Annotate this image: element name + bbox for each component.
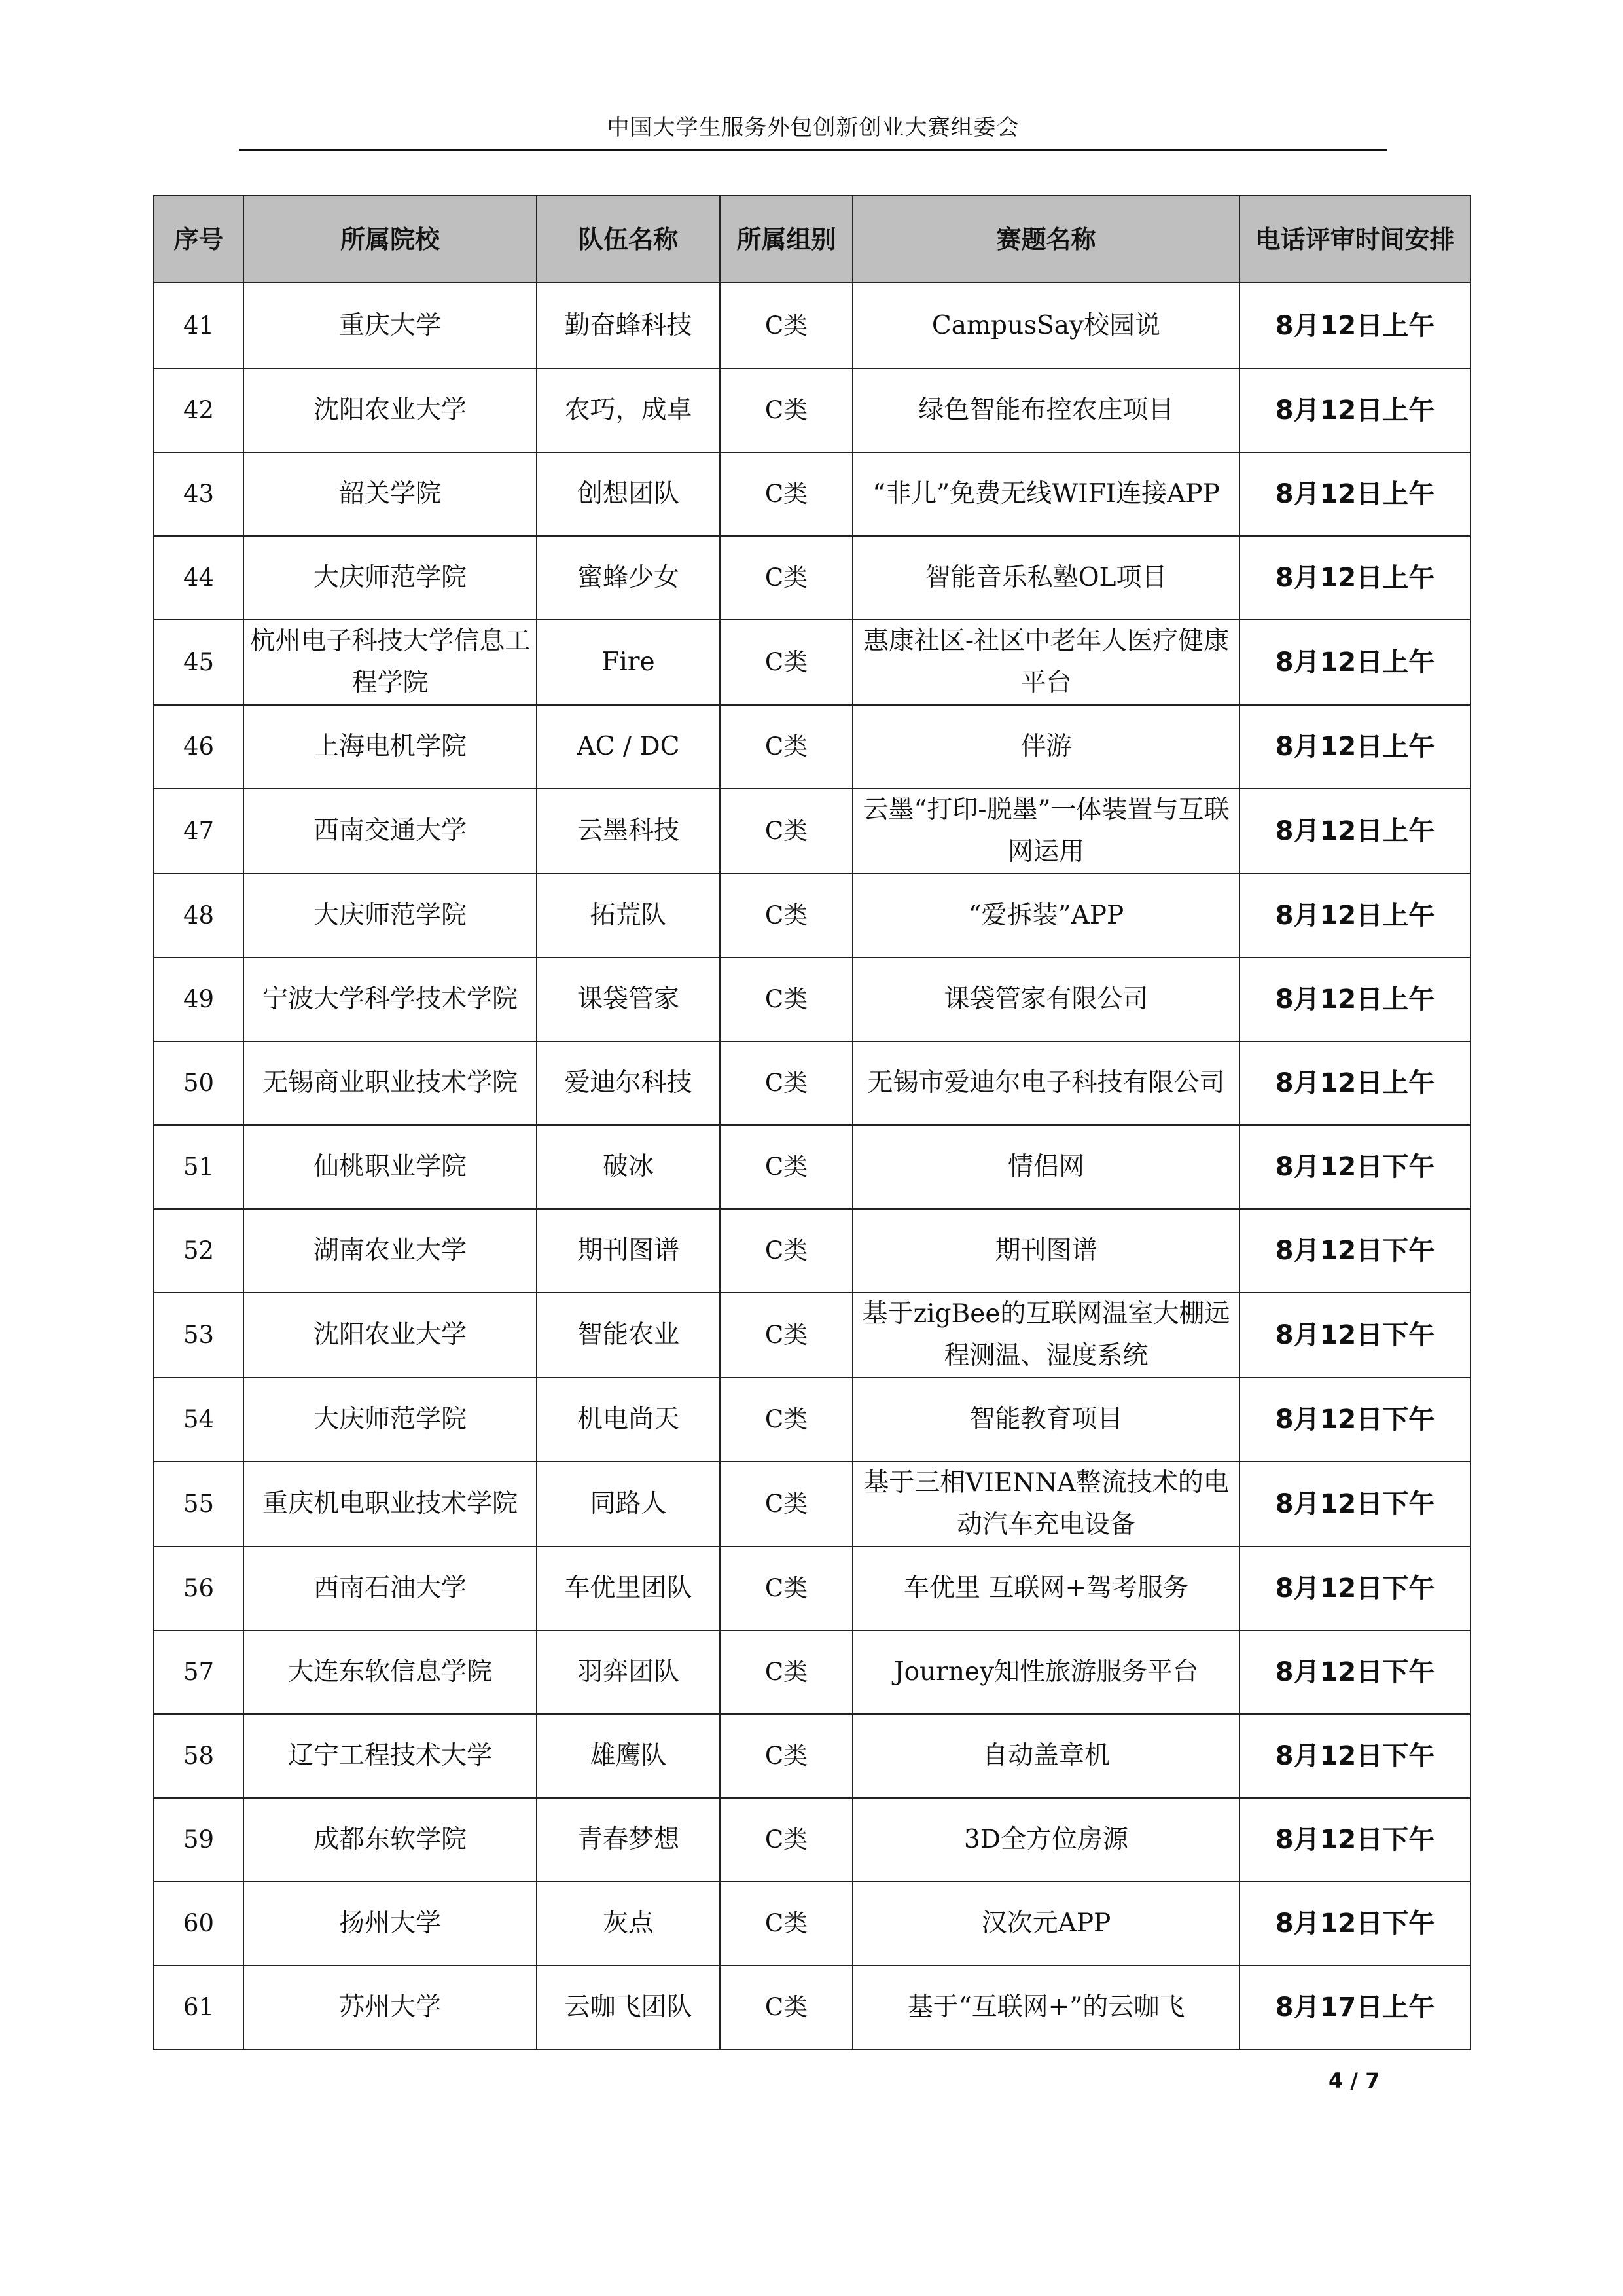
cell-seq: 52 xyxy=(154,1209,243,1293)
cell-seq: 46 xyxy=(154,705,243,789)
cell-group: C类 xyxy=(720,1714,853,1798)
cell-group: C类 xyxy=(720,1798,853,1882)
cell-time: 8月12日上午 xyxy=(1240,368,1471,452)
cell-group: C类 xyxy=(720,1630,853,1714)
cell-team: 爱迪尔科技 xyxy=(537,1041,720,1125)
table-row xyxy=(154,1125,1471,1209)
cell-topic: 基于“互联网+”的云咖飞 xyxy=(853,1965,1240,2049)
table-row xyxy=(154,874,1471,958)
cell-school: 西南交通大学 xyxy=(243,789,537,874)
cell-team: 机电尚天 xyxy=(537,1378,720,1462)
col-header-group: 所属组别 xyxy=(720,196,853,283)
cell-group: C类 xyxy=(720,620,853,705)
cell-group: C类 xyxy=(720,958,853,1041)
cell-seq: 49 xyxy=(154,958,243,1041)
cell-group: C类 xyxy=(720,283,853,368)
cell-topic: 云墨“打印-脱墨”一体装置与互联网运用 xyxy=(853,789,1240,874)
cell-school: 杭州电子科技大学信息工程学院 xyxy=(243,620,537,705)
table-row xyxy=(154,1209,1471,1293)
cell-time: 8月12日上午 xyxy=(1240,958,1471,1041)
cell-time: 8月12日上午 xyxy=(1240,1041,1471,1125)
table-row xyxy=(154,536,1471,620)
cell-school: 沈阳农业大学 xyxy=(243,1293,537,1378)
table-row xyxy=(154,1547,1471,1630)
table-row xyxy=(154,452,1471,536)
cell-seq: 59 xyxy=(154,1798,243,1882)
cell-team: 破冰 xyxy=(537,1125,720,1209)
table-row xyxy=(154,789,1471,874)
cell-group: C类 xyxy=(720,1125,853,1209)
cell-school: 大庆师范学院 xyxy=(243,874,537,958)
cell-team: 云咖飞团队 xyxy=(537,1965,720,2049)
cell-time: 8月12日下午 xyxy=(1240,1714,1471,1798)
table-row xyxy=(154,1041,1471,1125)
cell-team: 农巧，成卓 xyxy=(537,368,720,452)
cell-seq: 57 xyxy=(154,1630,243,1714)
cell-seq: 43 xyxy=(154,452,243,536)
table-row xyxy=(154,620,1471,705)
cell-school: 扬州大学 xyxy=(243,1882,537,1965)
table-row xyxy=(154,1714,1471,1798)
cell-school: 宁波大学科学技术学院 xyxy=(243,958,537,1041)
table-row xyxy=(154,1462,1471,1547)
cell-team: AC / DC xyxy=(537,705,720,789)
schedule-table xyxy=(153,195,1471,2050)
cell-team: 灰点 xyxy=(537,1882,720,1965)
cell-group: C类 xyxy=(720,1293,853,1378)
table-row xyxy=(154,705,1471,789)
cell-topic: “爱拆装”APP xyxy=(853,874,1240,958)
cell-topic: 3D全方位房源 xyxy=(853,1798,1240,1882)
cell-school: 韶关学院 xyxy=(243,452,537,536)
cell-school: 沈阳农业大学 xyxy=(243,368,537,452)
cell-time: 8月12日下午 xyxy=(1240,1125,1471,1209)
cell-topic: Journey知性旅游服务平台 xyxy=(853,1630,1240,1714)
cell-seq: 60 xyxy=(154,1882,243,1965)
cell-time: 8月12日上午 xyxy=(1240,705,1471,789)
cell-team: 创想团队 xyxy=(537,452,720,536)
cell-time: 8月12日上午 xyxy=(1240,874,1471,958)
cell-team: 羽弈团队 xyxy=(537,1630,720,1714)
cell-team: 勤奋蜂科技 xyxy=(537,283,720,368)
col-header-team: 队伍名称 xyxy=(537,196,720,283)
table-row xyxy=(154,283,1471,368)
cell-time: 8月17日上午 xyxy=(1240,1965,1471,2049)
cell-topic: CampusSay校园说 xyxy=(853,283,1240,368)
cell-time: 8月12日下午 xyxy=(1240,1547,1471,1630)
cell-group: C类 xyxy=(720,1378,853,1462)
cell-school: 大连东软信息学院 xyxy=(243,1630,537,1714)
cell-school: 湖南农业大学 xyxy=(243,1209,537,1293)
cell-topic: 智能音乐私塾OL项目 xyxy=(853,536,1240,620)
cell-time: 8月12日下午 xyxy=(1240,1378,1471,1462)
cell-topic: 基于zigBee的互联网温室大棚远程测温、湿度系统 xyxy=(853,1293,1240,1378)
cell-group: C类 xyxy=(720,1462,853,1547)
cell-topic: 惠康社区-社区中老年人医疗健康平台 xyxy=(853,620,1240,705)
cell-time: 8月12日下午 xyxy=(1240,1798,1471,1882)
cell-topic: “非儿”免费无线WIFI连接APP xyxy=(853,452,1240,536)
cell-topic: 汉次元APP xyxy=(853,1882,1240,1965)
cell-group: C类 xyxy=(720,705,853,789)
cell-team: 智能农业 xyxy=(537,1293,720,1378)
col-header-seq: 序号 xyxy=(154,196,243,283)
cell-seq: 54 xyxy=(154,1378,243,1462)
cell-time: 8月12日上午 xyxy=(1240,536,1471,620)
cell-team: 青春梦想 xyxy=(537,1798,720,1882)
cell-seq: 56 xyxy=(154,1547,243,1630)
cell-school: 无锡商业职业技术学院 xyxy=(243,1041,537,1125)
cell-group: C类 xyxy=(720,1547,853,1630)
cell-school: 仙桃职业学院 xyxy=(243,1125,537,1209)
table-row xyxy=(154,1293,1471,1378)
cell-time: 8月12日上午 xyxy=(1240,620,1471,705)
cell-school: 苏州大学 xyxy=(243,1965,537,2049)
cell-group: C类 xyxy=(720,1041,853,1125)
cell-topic: 基于三相VIENNA整流技术的电动汽车充电设备 xyxy=(853,1462,1240,1547)
cell-group: C类 xyxy=(720,1882,853,1965)
cell-team: 同路人 xyxy=(537,1462,720,1547)
header-divider xyxy=(239,149,1387,151)
cell-seq: 42 xyxy=(154,368,243,452)
cell-seq: 50 xyxy=(154,1041,243,1125)
cell-time: 8月12日下午 xyxy=(1240,1209,1471,1293)
cell-team: 车优里团队 xyxy=(537,1547,720,1630)
cell-time: 8月12日上午 xyxy=(1240,452,1471,536)
cell-time: 8月12日下午 xyxy=(1240,1293,1471,1378)
cell-team: 课袋管家 xyxy=(537,958,720,1041)
cell-seq: 47 xyxy=(154,789,243,874)
page-number: 4 / 7 xyxy=(1329,2068,1380,2093)
cell-seq: 61 xyxy=(154,1965,243,2049)
cell-school: 西南石油大学 xyxy=(243,1547,537,1630)
cell-seq: 41 xyxy=(154,283,243,368)
cell-topic: 情侣网 xyxy=(853,1125,1240,1209)
page-header-title: 中国大学生服务外包创新创业大赛组委会 xyxy=(607,115,1020,141)
col-header-topic: 赛题名称 xyxy=(853,196,1240,283)
cell-group: C类 xyxy=(720,368,853,452)
cell-group: C类 xyxy=(720,1209,853,1293)
cell-seq: 55 xyxy=(154,1462,243,1547)
cell-time: 8月12日上午 xyxy=(1240,283,1471,368)
cell-topic: 无锡市爱迪尔电子科技有限公司 xyxy=(853,1041,1240,1125)
cell-team: 拓荒队 xyxy=(537,874,720,958)
cell-seq: 44 xyxy=(154,536,243,620)
table-row xyxy=(154,1798,1471,1882)
cell-team: 蜜蜂少女 xyxy=(537,536,720,620)
cell-topic: 课袋管家有限公司 xyxy=(853,958,1240,1041)
cell-team: Fire xyxy=(537,620,720,705)
cell-seq: 48 xyxy=(154,874,243,958)
cell-seq: 51 xyxy=(154,1125,243,1209)
cell-time: 8月12日上午 xyxy=(1240,789,1471,874)
cell-school: 重庆大学 xyxy=(243,283,537,368)
cell-school: 成都东软学院 xyxy=(243,1798,537,1882)
cell-group: C类 xyxy=(720,536,853,620)
table-row xyxy=(154,368,1471,452)
table-row xyxy=(154,1965,1471,2049)
cell-seq: 58 xyxy=(154,1714,243,1798)
cell-topic: 绿色智能布控农庄项目 xyxy=(853,368,1240,452)
cell-team: 期刊图谱 xyxy=(537,1209,720,1293)
col-header-time: 电话评审时间安排 xyxy=(1240,196,1471,283)
cell-seq: 53 xyxy=(154,1293,243,1378)
table-row xyxy=(154,958,1471,1041)
cell-seq: 45 xyxy=(154,620,243,705)
cell-time: 8月12日下午 xyxy=(1240,1630,1471,1714)
cell-topic: 伴游 xyxy=(853,705,1240,789)
cell-group: C类 xyxy=(720,452,853,536)
cell-team: 雄鹰队 xyxy=(537,1714,720,1798)
cell-time: 8月12日下午 xyxy=(1240,1462,1471,1547)
cell-school: 辽宁工程技术大学 xyxy=(243,1714,537,1798)
cell-school: 重庆机电职业技术学院 xyxy=(243,1462,537,1547)
cell-group: C类 xyxy=(720,1965,853,2049)
table-header-row xyxy=(154,196,1471,283)
table-row xyxy=(154,1630,1471,1714)
col-header-school: 所属院校 xyxy=(243,196,537,283)
cell-topic: 车优里 互联网+驾考服务 xyxy=(853,1547,1240,1630)
cell-topic: 期刊图谱 xyxy=(853,1209,1240,1293)
cell-group: C类 xyxy=(720,874,853,958)
table-row xyxy=(154,1882,1471,1965)
cell-team: 云墨科技 xyxy=(537,789,720,874)
cell-school: 上海电机学院 xyxy=(243,705,537,789)
cell-school: 大庆师范学院 xyxy=(243,1378,537,1462)
cell-school: 大庆师范学院 xyxy=(243,536,537,620)
cell-group: C类 xyxy=(720,789,853,874)
cell-topic: 智能教育项目 xyxy=(853,1378,1240,1462)
cell-time: 8月12日下午 xyxy=(1240,1882,1471,1965)
table-row xyxy=(154,1378,1471,1462)
cell-topic: 自动盖章机 xyxy=(853,1714,1240,1798)
